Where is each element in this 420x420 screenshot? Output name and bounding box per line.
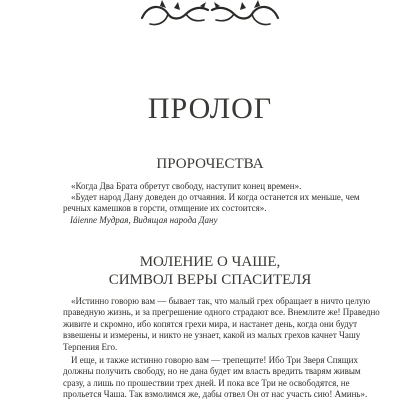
prophecy-attribution: Iáienne Мудрая, Видящая народа Дану bbox=[70, 215, 218, 225]
page-title: ПРОЛОГ bbox=[147, 92, 273, 125]
section-heading-prayer-line1: МОЛЕНИЕ О ЧАШЕ, bbox=[139, 254, 281, 270]
header-ornament-band bbox=[0, 0, 420, 34]
section-heading-prayer bbox=[0, 253, 420, 289]
prayer-paragraph-1-text: «Истинно говорю вам — бывает так, что малый грех обращает в ничто целую праведную жизнь, и за прегрешение одного страдают все. Внемлите же! Праведно живите и скромно, ибо копятся грехи мира, и настанет день, когда они будут взвешены и измерены, и никто не узнает, какой из малых грехов качнет Чашу Терпения Его. bbox=[63, 296, 380, 352]
prophecy-quote-1-text: «Когда Два Брата обретут свободу, наступит конец времен». bbox=[71, 181, 302, 191]
dragon-icon bbox=[138, 0, 210, 30]
prophecy-quote-2 bbox=[63, 192, 381, 215]
prayer-paragraph-1 bbox=[63, 296, 381, 353]
dragon-icon bbox=[210, 0, 282, 30]
section-heading-prayer-line2: СИМВОЛ ВЕРЫ СПАСИТЕЛЯ bbox=[108, 272, 312, 288]
section-heading-prophecies: ПРОРОЧЕСТВА bbox=[156, 156, 264, 172]
prayer-paragraph-2 bbox=[63, 355, 381, 401]
prayer-paragraph-2-text: И еще, и также истинно говорю вам — трепещите! Ибо Три Зверя Спящих должны получить свободу, но не дана будет им власть вредить тварям живым сразу, а лишь по прошествии трех дней. И пока все Три не освободятся, не прольется Чаша. Так взмолимся же, дабы отвел Он от нас участь сию! Аминь». bbox=[63, 355, 368, 400]
prophecy-quote-2-text: «Будет народ Дану доведен до отчаяния. И когда останется их меньше, чем речных камешков в горсти, отмщение их состоится». bbox=[63, 192, 360, 214]
prophecy-quote-1 bbox=[63, 181, 381, 192]
